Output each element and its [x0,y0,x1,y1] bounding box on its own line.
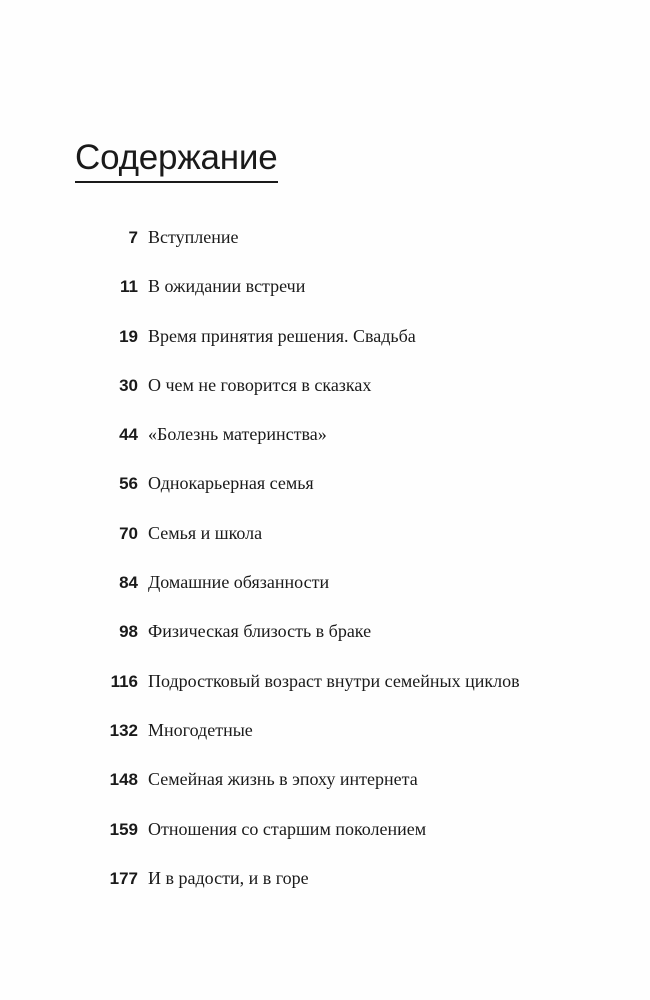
toc-page-number: 116 [110,671,138,691]
toc-page-number: 7 [128,228,138,247]
toc-chapter-title: Время принятия решения. Свадьба [148,325,416,346]
toc-page-number: 177 [109,868,138,888]
toc-chapter-title: Многодетные [148,719,253,740]
toc-entry [0,572,650,621]
toc-chapter-title: Домашние обязанности [148,572,330,593]
toc-page-number: 44 [119,425,138,445]
toc-entry [0,819,650,868]
toc-page-number: 148 [109,770,138,790]
toc-heading: Содержание [75,140,278,183]
toc-page-number: 30 [119,375,138,395]
toc-page-number: 19 [119,326,138,346]
toc-chapter-title: «Болезнь материнства» [148,424,327,445]
toc-list [0,227,650,917]
toc-page-number: 98 [119,622,138,642]
toc-entry [0,276,650,325]
toc-entry [0,720,650,769]
toc-page-number: 132 [109,720,138,740]
toc-chapter-title: Физическая близость в браке [148,621,372,642]
toc-page-number: 11 [120,277,138,297]
toc-chapter-title: Семейная жизнь в эпоху интернета [148,769,418,790]
toc-chapter-title: Вступление [148,227,239,247]
toc-chapter-title: Однокарьерная семья [148,473,314,494]
toc-entry [0,769,650,818]
toc-page-number: 84 [119,573,138,593]
toc-entry [0,227,650,276]
toc-chapter-title: В ожидании встречи [148,276,306,297]
toc-entry [0,473,650,522]
toc-page-number: 159 [109,819,138,839]
toc-chapter-title: И в радости, и в горе [148,867,309,888]
toc-entry [0,326,650,375]
toc-chapter-title: О чем не говорится в сказках [148,374,372,395]
toc-entry [0,868,650,917]
toc-entry [0,375,650,424]
toc-entry [0,523,650,572]
toc-entry [0,671,650,720]
toc-chapter-title: Подростковый возраст внутри семейных циклов [148,670,520,691]
toc-page-number: 70 [119,523,138,543]
toc-page-number: 56 [119,474,138,494]
toc-chapter-title: Семья и школа [148,522,263,543]
toc-entry [0,424,650,473]
toc-entry [0,621,650,670]
toc-chapter-title: Отношения со старшим поколением [148,818,427,839]
